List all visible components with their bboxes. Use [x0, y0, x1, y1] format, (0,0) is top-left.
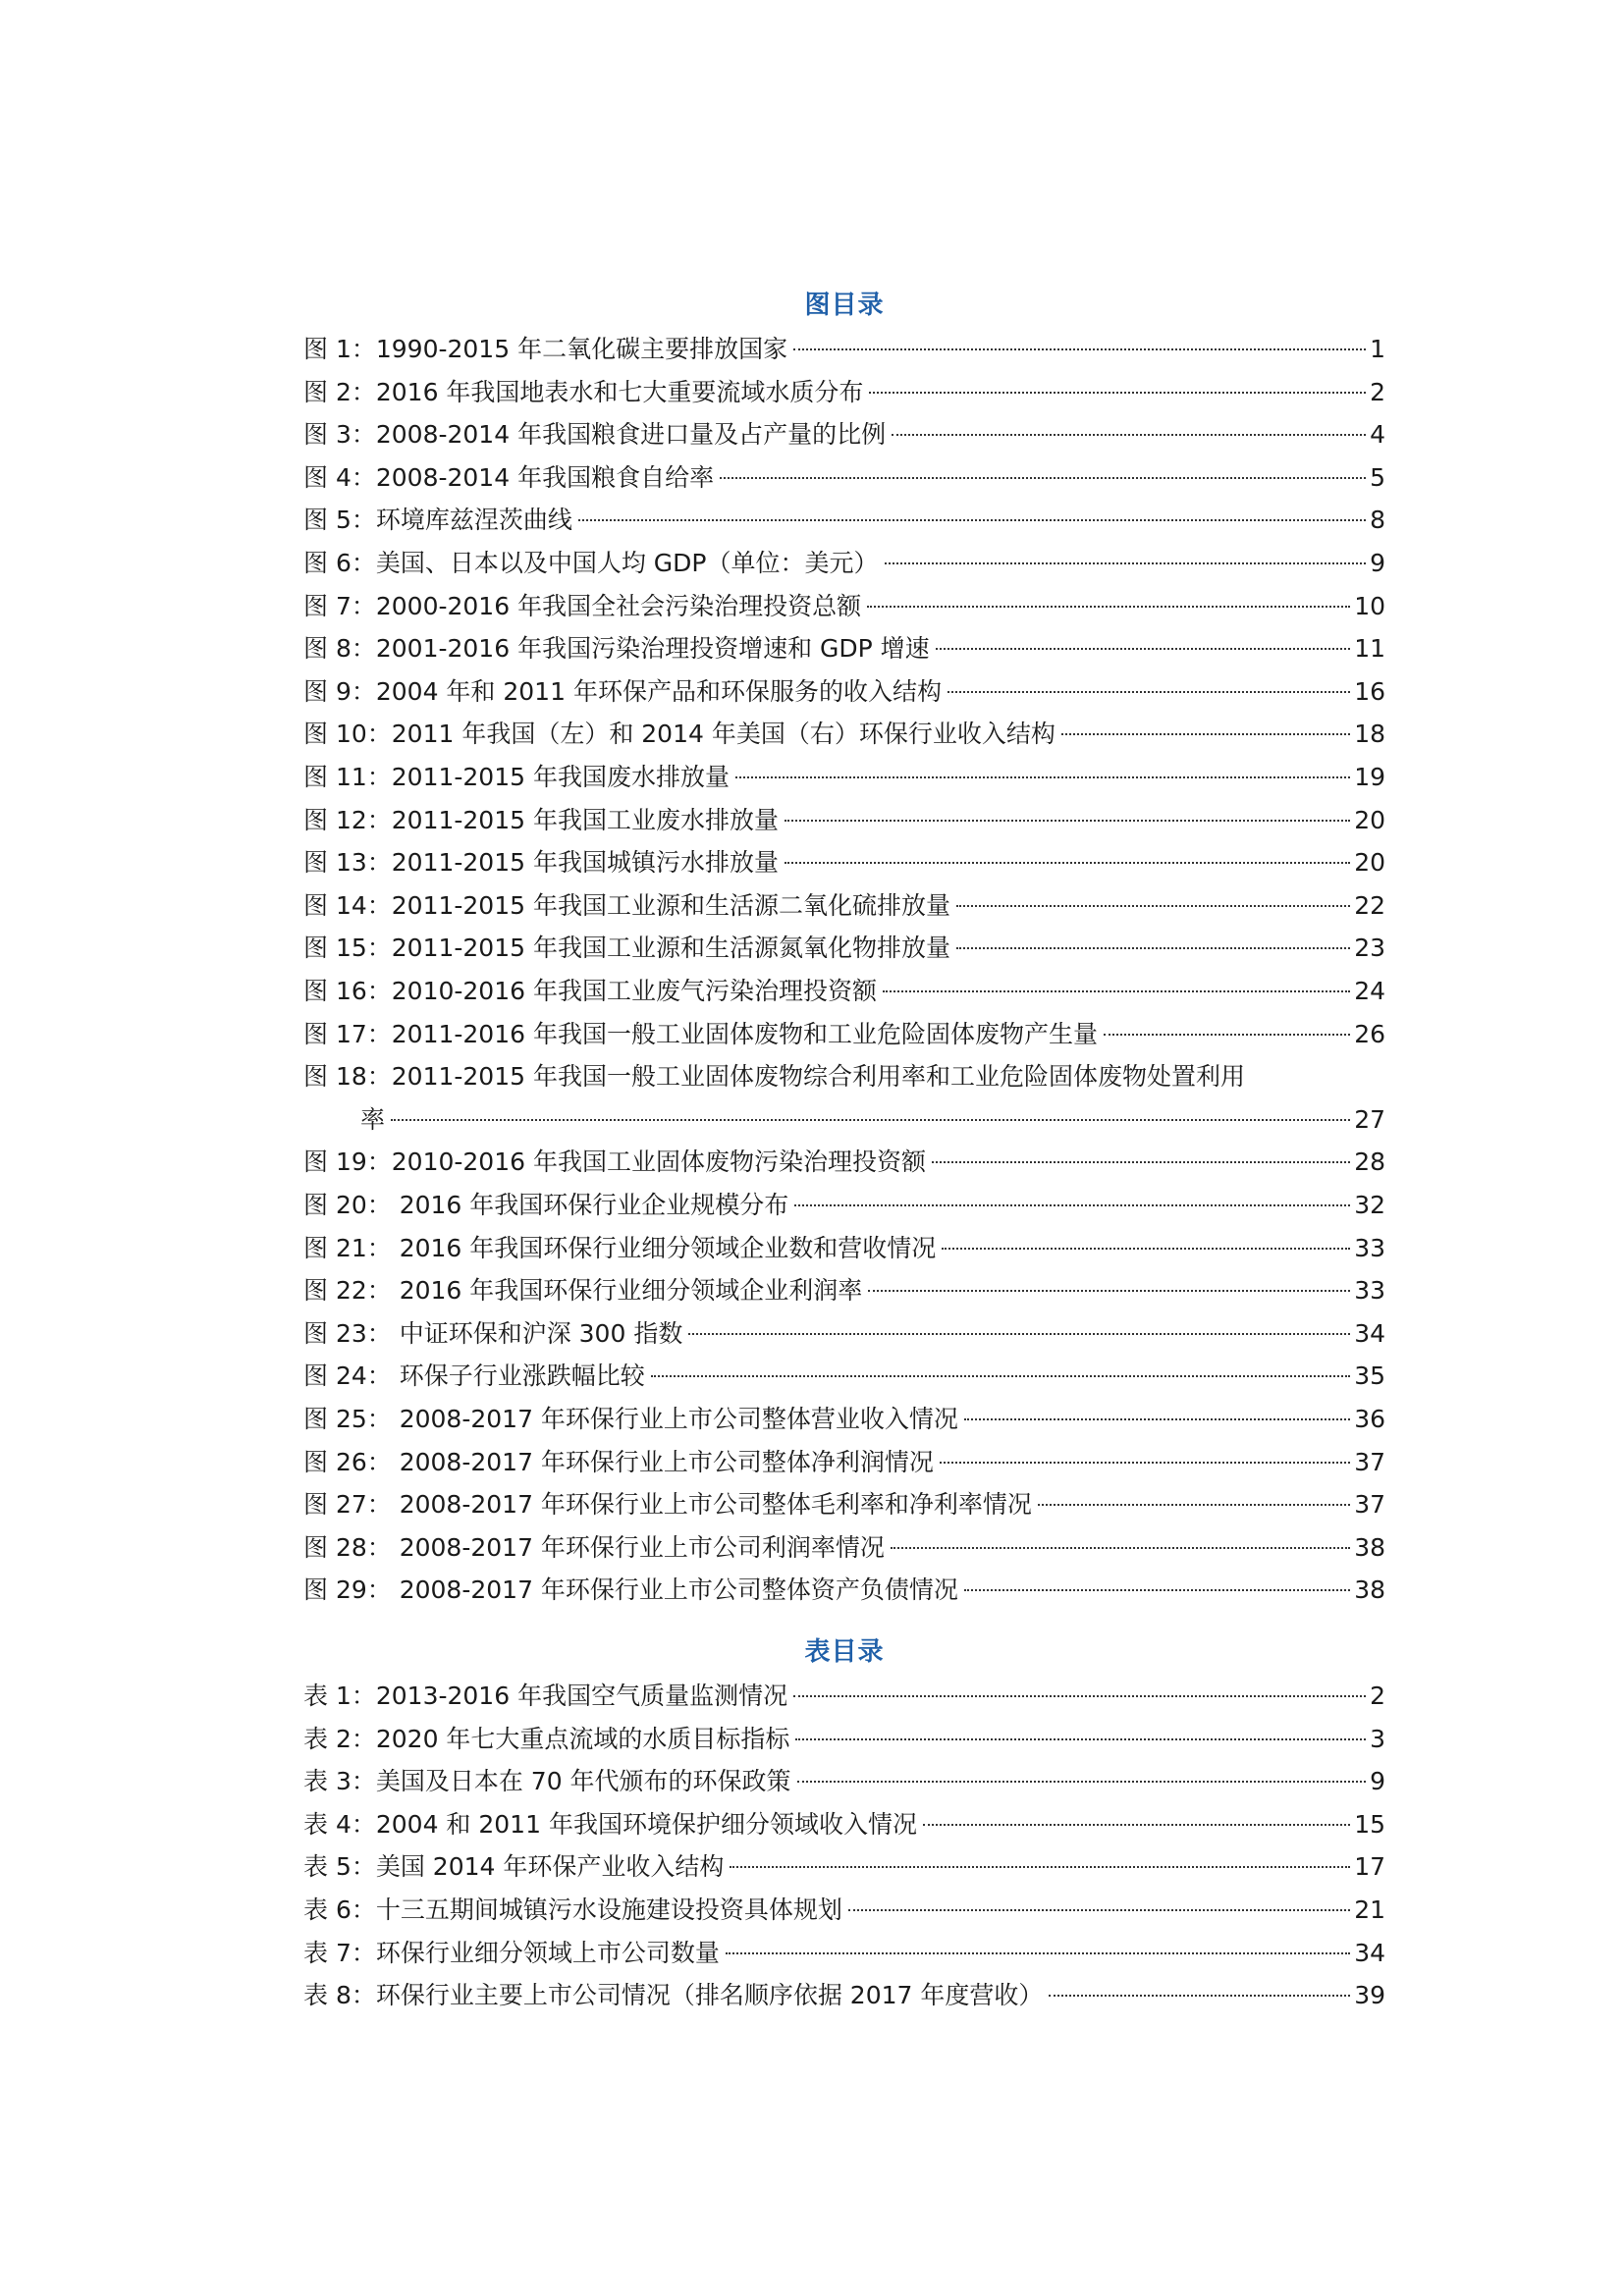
table-toc-entry-text: 表 3：美国及日本在 70 年代颁布的环保政策: [303, 1767, 791, 1796]
figure-toc-entry-page: 18: [1354, 720, 1385, 749]
dot-leader: [848, 1909, 1350, 1911]
figure-toc-entry-text: 图 15：2011-2015 年我国工业源和生活源氮氧化物排放量: [303, 934, 950, 963]
dot-leader: [956, 947, 1350, 949]
figure-toc-entry-text: 图 11：2011-2015 年我国废水排放量: [303, 763, 730, 791]
table-toc-entry[interactable]: [303, 1893, 1385, 1928]
dot-leader: [785, 862, 1350, 864]
figure-toc-entry-page: 2: [1370, 377, 1385, 406]
table-toc-entry-text: 表 2：2020 年七大重点流域的水质目标指标: [303, 1724, 790, 1753]
figure-toc-entry-text: 图 19：2010-2016 年我国工业固体废物污染治理投资额: [303, 1148, 926, 1177]
figure-toc-entry[interactable]: [303, 1231, 1385, 1266]
dot-leader: [885, 562, 1367, 564]
figure-toc-entry[interactable]: [303, 888, 1385, 924]
figure-toc-entry[interactable]: [303, 1316, 1385, 1352]
figure-toc-entry-page: 22: [1354, 890, 1385, 920]
figure-toc-entry-text: 图 2：2016 年我国地表水和七大重要流域水质分布: [303, 377, 864, 406]
figure-toc-entry-text: 图 4：2008-2014 年我国粮食自给率: [303, 462, 715, 492]
figure-toc-entry-text: 图 25： 2008-2017 年环保行业上市公司整体营业收入情况: [303, 1405, 958, 1433]
figure-toc-entry-text: 图 26： 2008-2017 年环保行业上市公司整体净利润情况: [303, 1447, 934, 1476]
figure-toc-entry-text: 图 6：美国、日本以及中国人均 GDP（单位：美元）: [303, 549, 879, 577]
dot-leader: [730, 1866, 1350, 1868]
table-toc-entry[interactable]: [303, 1722, 1385, 1757]
figure-toc-entry-text: 图 16：2010-2016 年我国工业废气污染治理投资额: [303, 977, 877, 1005]
figure-toc-entry-page: 20: [1354, 848, 1385, 878]
dot-leader: [720, 477, 1366, 479]
figure-toc-entry-text: 图 12：2011-2015 年我国工业废水排放量: [303, 805, 779, 834]
figure-toc-entry-page: 27: [1354, 1104, 1385, 1134]
figure-toc-entry[interactable]: [303, 589, 1385, 624]
figure-toc-entry[interactable]: [303, 717, 1385, 752]
figure-toc-entry-text: 图 5：环境库兹涅茨曲线: [303, 506, 572, 535]
figure-toc-entry[interactable]: [303, 931, 1385, 966]
figure-toc-entry-page: 5: [1370, 462, 1385, 492]
figure-toc-entry[interactable]: [303, 1188, 1385, 1223]
figure-toc-entry-text: 图 3：2008-2014 年我国粮食进口量及占产量的比例: [303, 420, 887, 450]
figure-toc-entry[interactable]: [303, 974, 1385, 1009]
figure-toc-entry-page: 11: [1354, 634, 1385, 664]
figure-toc-entry[interactable]: [303, 674, 1385, 710]
dot-leader: [883, 990, 1350, 992]
dot-leader: [735, 776, 1350, 778]
dot-leader: [868, 1290, 1350, 1292]
figure-toc-entry-text: 图 7：2000-2016 年我国全社会污染治理投资总额: [303, 591, 862, 620]
figure-toc-entry[interactable]: [303, 1017, 1385, 1052]
figure-toc-entry[interactable]: [303, 803, 1385, 838]
table-toc-entry[interactable]: [303, 1679, 1385, 1714]
figure-toc-entry[interactable]: [303, 1402, 1385, 1437]
figure-toc-entry-text: 图 27： 2008-2017 年环保行业上市公司整体毛利率和净利率情况: [303, 1490, 1032, 1520]
table-toc-entry[interactable]: [303, 1807, 1385, 1842]
figure-toc-entry-text: 图 22： 2016 年我国环保行业细分领域企业利润率: [303, 1276, 863, 1306]
dot-leader: [964, 1418, 1350, 1420]
table-toc-entry-page: 17: [1354, 1852, 1385, 1882]
figure-toc-entry[interactable]: [303, 503, 1385, 538]
figure-toc-entry[interactable]: [303, 845, 1385, 881]
figure-toc-entry-page: 28: [1354, 1148, 1385, 1177]
figure-toc-entry-page: 26: [1354, 1019, 1385, 1048]
dot-leader: [942, 1248, 1350, 1250]
figure-toc-entry-text: 图 10：2011 年我国（左）和 2014 年美国（右）环保行业收入结构: [303, 720, 1056, 749]
table-toc-entry-page: 2: [1370, 1682, 1385, 1710]
dot-leader: [867, 606, 1350, 608]
figure-toc-entry-page: 37: [1354, 1490, 1385, 1520]
figure-toc-entry[interactable]: [303, 1059, 1385, 1095]
figure-toc-entry-page: 1: [1370, 335, 1385, 363]
table-toc-entry-page: 3: [1370, 1724, 1385, 1753]
dot-leader: [892, 434, 1366, 436]
dot-leader: [688, 1333, 1350, 1335]
dot-leader: [932, 1161, 1350, 1163]
table-toc-entry-text: 表 8：环保行业主要上市公司情况（排名顺序依据 2017 年度营收）: [303, 1981, 1044, 2010]
dot-leader: [956, 905, 1350, 907]
figure-toc-entry[interactable]: [303, 460, 1385, 496]
table-toc-entry-page: 9: [1370, 1767, 1385, 1796]
dot-leader: [726, 1952, 1350, 1954]
figure-toc-entry-text: 图 21： 2016 年我国环保行业细分领域企业数和营收情况: [303, 1233, 937, 1262]
figure-toc-entry[interactable]: [303, 375, 1385, 410]
figure-toc-entry[interactable]: [303, 760, 1385, 795]
dot-leader: [964, 1589, 1350, 1591]
figure-toc-entry-page: 8: [1370, 506, 1385, 535]
dot-leader: [1061, 733, 1350, 735]
figure-toc-entry-text: 图 14：2011-2015 年我国工业源和生活源二氧化硫排放量: [303, 890, 950, 920]
table-toc-entry-text: 表 4：2004 和 2011 年我国环境保护细分领域收入情况: [303, 1809, 917, 1839]
figure-toc-entry-text: 图 28： 2008-2017 年环保行业上市公司利润率情况: [303, 1532, 885, 1562]
figure-toc-entry-page: 19: [1354, 763, 1385, 791]
dot-leader: [651, 1375, 1350, 1377]
figure-toc-entry[interactable]: [303, 1487, 1385, 1522]
figure-toc-entry[interactable]: [303, 631, 1385, 667]
dot-leader: [578, 519, 1366, 521]
dot-leader: [797, 1781, 1367, 1783]
figure-toc-entry-text-continuation: 率: [360, 1104, 386, 1134]
figure-toc-entry-page: 24: [1354, 977, 1385, 1005]
figure-toc-entry[interactable]: [303, 1359, 1385, 1394]
dot-leader: [794, 1204, 1350, 1206]
table-toc-entry[interactable]: [303, 1849, 1385, 1885]
figure-toc-entry-page: 33: [1354, 1276, 1385, 1306]
dot-leader: [923, 1824, 1350, 1826]
figure-toc-entry-page: 16: [1354, 676, 1385, 706]
table-toc-title: 表目录: [804, 1637, 885, 1667]
dot-leader: [795, 1738, 1366, 1740]
table-toc-entry-page: 21: [1354, 1896, 1385, 1924]
figure-toc-entry-continuation[interactable]: [303, 1102, 1385, 1138]
table-toc-entry-page: 39: [1354, 1981, 1385, 2010]
dot-leader: [869, 392, 1366, 394]
figure-toc-entry-text: 图 17：2011-2016 年我国一般工业固体废物和工业危险固体废物产生量: [303, 1019, 1098, 1048]
figure-toc-entry-page: 4: [1370, 420, 1385, 450]
figure-toc-entry-page: 23: [1354, 934, 1385, 963]
figure-toc-entry[interactable]: [303, 1145, 1385, 1180]
table-toc-entry[interactable]: [303, 1936, 1385, 1971]
figure-toc-entry-text: 图 18：2011-2015 年我国一般工业固体废物综合利用率和工业危险固体废物处置利用: [303, 1062, 1245, 1092]
figure-toc-title: 图目录: [804, 291, 885, 320]
figure-toc-entry-text: 图 20： 2016 年我国环保行业企业规模分布: [303, 1191, 789, 1219]
figure-toc-entry-page: 37: [1354, 1447, 1385, 1476]
figure-toc-entry-page: 33: [1354, 1233, 1385, 1262]
dot-leader: [936, 648, 1351, 650]
table-toc-entry-text: 表 7：环保行业细分领域上市公司数量: [303, 1938, 720, 1967]
table-toc-entry-page: 34: [1354, 1938, 1385, 1967]
dot-leader: [940, 1462, 1350, 1464]
table-toc-entry-page: 15: [1354, 1809, 1385, 1839]
figure-toc-entry-text: 图 9：2004 年和 2011 年环保产品和环保服务的收入结构: [303, 676, 942, 706]
table-toc-entry-text: 表 5：美国 2014 年环保产业收入结构: [303, 1852, 725, 1882]
figure-toc-entry[interactable]: [303, 1445, 1385, 1480]
figure-toc-entry-page: 32: [1354, 1191, 1385, 1219]
dot-leader: [391, 1119, 1350, 1121]
figure-toc-entry[interactable]: [303, 546, 1385, 581]
table-toc-entry-text: 表 6：十三五期间城镇污水设施建设投资具体规划: [303, 1896, 842, 1924]
dot-leader: [793, 348, 1366, 350]
figure-toc-entry[interactable]: [303, 1273, 1385, 1308]
figure-toc-entry[interactable]: [303, 332, 1385, 367]
figure-toc-entry-page: 20: [1354, 805, 1385, 834]
figure-toc-entry-page: 34: [1354, 1318, 1385, 1348]
figure-toc-entry-page: 35: [1354, 1362, 1385, 1391]
figure-toc-entry-text: 图 1：1990-2015 年二氧化碳主要排放国家: [303, 335, 788, 363]
figure-toc-entry-page: 9: [1370, 549, 1385, 577]
figure-toc-entry-page: 10: [1354, 591, 1385, 620]
dot-leader: [891, 1547, 1350, 1549]
figure-toc-entry[interactable]: [303, 1530, 1385, 1566]
figure-toc-entry-text: 图 23： 中证环保和沪深 300 指数: [303, 1318, 683, 1348]
figure-toc-entry-page: 38: [1354, 1575, 1385, 1605]
table-toc-entry-text: 表 1：2013-2016 年我国空气质量监测情况: [303, 1682, 788, 1710]
table-toc-entry[interactable]: [303, 1764, 1385, 1799]
dot-leader: [785, 820, 1350, 822]
figure-toc-entry[interactable]: [303, 417, 1385, 453]
dot-leader: [1049, 1995, 1350, 1997]
figure-toc-entry[interactable]: [303, 1573, 1385, 1608]
dot-leader: [1104, 1034, 1350, 1036]
figure-toc-entry-text: 图 8：2001-2016 年我国污染治理投资增速和 GDP 增速: [303, 634, 930, 664]
figure-toc-entry-text: 图 13：2011-2015 年我国城镇污水排放量: [303, 848, 779, 878]
figure-toc-entry-page: 36: [1354, 1405, 1385, 1433]
dot-leader: [1038, 1504, 1350, 1506]
dot-leader: [947, 691, 1350, 693]
table-toc-entry[interactable]: [303, 1978, 1385, 2013]
figure-toc-entry-text: 图 24： 环保子行业涨跌幅比较: [303, 1362, 645, 1391]
figure-toc-entry-text: 图 29： 2008-2017 年环保行业上市公司整体资产负债情况: [303, 1575, 958, 1605]
dot-leader: [793, 1695, 1366, 1697]
figure-toc-entry-page: 38: [1354, 1532, 1385, 1562]
